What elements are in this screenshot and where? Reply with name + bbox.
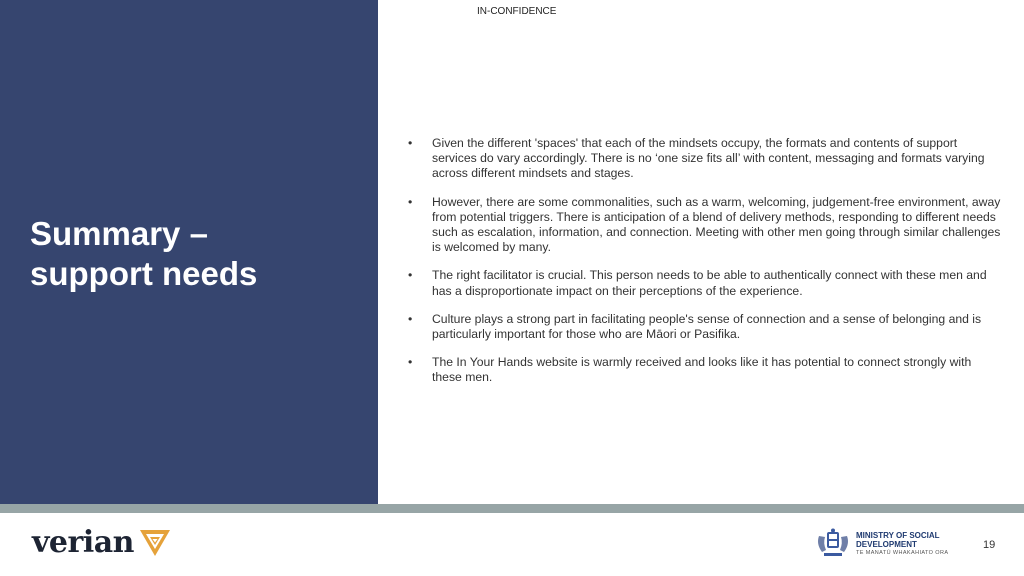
bullet-item [408,268,1003,298]
coat-of-arms-icon [814,528,852,560]
page-number: 19 [983,539,996,551]
bullet-item [408,312,1003,342]
bullet-text: However, there are some commonalities, such as a warm, welcoming, judgement-free environment, away from potential triggers. There is anticipation of a blend of delivery methods, responding to different needs such as escalation, information, and connection. Meeting with other men going through similar challenges is welcomed by many. [432,194,1001,255]
slide-title-line2: support needs [30,255,258,292]
bullet-text: Culture plays a strong part in facilitating people's sense of connection and a sense of belonging and is particularly important for those who are Māori or Pasifika. [432,311,982,342]
verian-logo [32,525,172,560]
bullet-list [408,136,1003,399]
bullet-marker: • [408,194,413,209]
bullet-item [408,195,1003,256]
msd-line3: TE MANATŪ WHAKAHIATO ORA [856,549,949,556]
slide-title [30,214,360,294]
bullet-marker: • [408,355,413,370]
bullet-text: Given the different 'spaces' that each of the mindsets occupy, the formats and contents of support services do vary accordingly. There is no ‘one size fits all’ with content, messaging and formats varying across different mindsets and stages. [432,136,985,181]
bullet-marker: • [408,268,413,283]
bullet-text: The In Your Hands website is warmly received and looks like it has potential to connect strongly with these men. [432,355,972,385]
bullet-marker: • [408,311,413,326]
footer-divider [0,504,1024,513]
slide-title-line1: Summary – [30,215,208,252]
verian-wordmark: verian [32,525,134,560]
bullet-text: The right facilitator is crucial. This person needs to be able to authentically connect with these men and has a disproportionate impact on their perceptions of the experience. [432,268,987,298]
bullet-item [408,355,1003,385]
bullet-item [408,136,1003,182]
triangle-logo-icon [138,526,172,560]
msd-line1: MINISTRY OF SOCIAL [856,530,940,540]
msd-line2: DEVELOPMENT [856,539,917,549]
bullet-marker: • [408,136,413,150]
msd-logo [814,528,948,560]
classification-label: IN-CONFIDENCE [477,6,557,17]
msd-wordmark [856,531,948,558]
